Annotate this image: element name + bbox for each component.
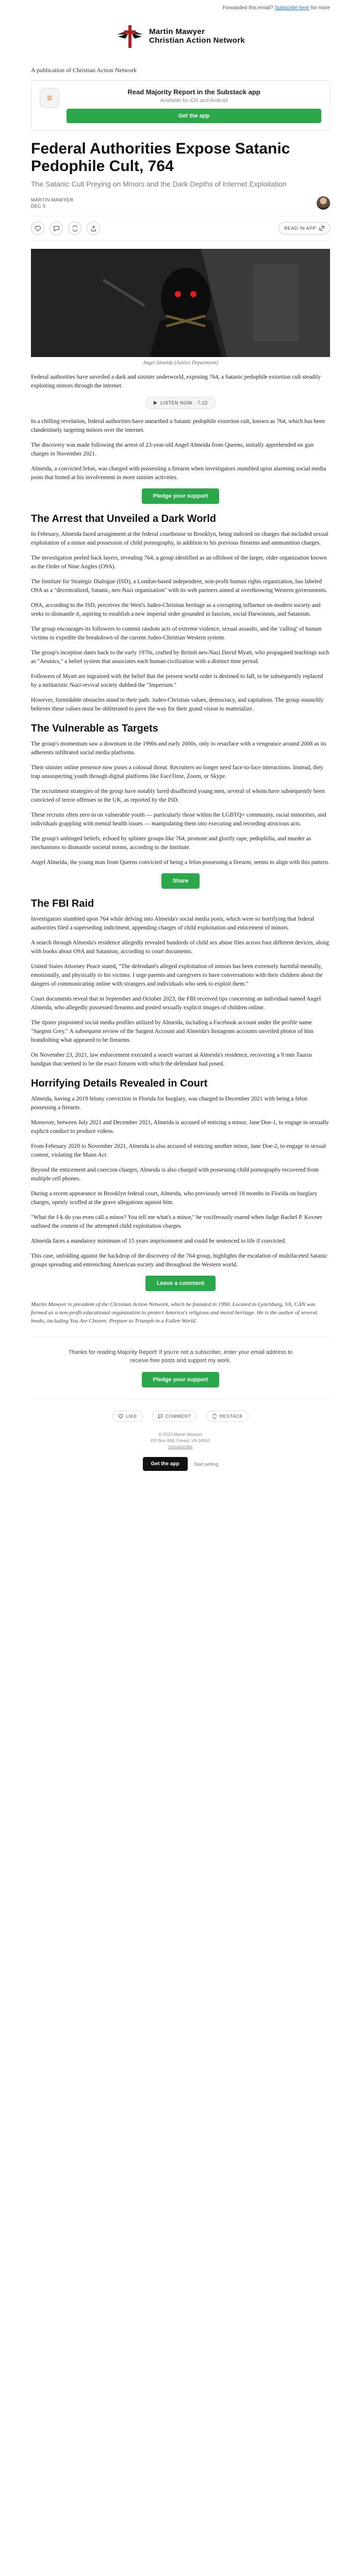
footer-like-button[interactable] <box>112 1411 143 1422</box>
heart-icon <box>118 1414 123 1419</box>
postal-address: PO Box 606, Forest, VA 24551 <box>151 1438 210 1443</box>
footer-address <box>31 1431 330 1450</box>
byline <box>31 196 330 210</box>
restack-icon <box>212 1414 217 1419</box>
body-paragraph: The discovery was made following the arrest of 23-year-old Angel Almeida from Queens, initially apprehended on gun charges in November 2021. <box>31 442 314 457</box>
body-paragraph: This case, unfolding against the backdrop of the discovery of the 764 group, highlights the escalation of multifaceted Satanic groups spreading and entrenching American society and throughout the Western world. <box>31 1253 327 1268</box>
body-paragraph: Almeida, having a 2019 felony conviction in Florida for burglary, was charged in December 2021 with being a felon possessing a firearm. <box>31 1096 307 1111</box>
body-paragraph: The recruitment strategies of the group have notably lured disaffected young men, several of whom have subsequently been convicted of terror offenses in the UK, as reported by the ISD. <box>31 788 325 803</box>
body-paragraph: The group's momentum saw a downturn in the 1990s and early 2000s, only to resurface with a vengeance around 2008 as its adherents infiltrated social media platforms. <box>31 741 326 756</box>
brand-name-line2: Christian Action Network <box>149 36 245 45</box>
hero-photo[interactable] <box>31 249 330 357</box>
forward-notice <box>31 0 330 14</box>
like-button[interactable] <box>31 222 44 235</box>
body-paragraph: United States Attorney Peace stated, "The defendant's alleged exploitation of minors has been extremely harmful mentally, emotionally, and physically to his victims. I urge parents and caregivers to have conversations with their children about the dangers of communicating online with strangers and individuals who seek to exploit them." <box>31 963 323 987</box>
footer-cta-text: Thanks for reading Majority Report! If you're not a subscriber, enter your email address to receive free posts and support my work. <box>68 1349 293 1364</box>
body-paragraph: O9A, according to the ISD, perceives the West's Judeo-Christian heritage as a corrupting influence on modern society and seeks to dismantle it, aspiring to establish a new imperial order grounded in fascism, social Darwinism, and Satanism. <box>31 602 321 617</box>
app-promo-card <box>31 80 330 131</box>
article-subtitle: The Satanic Cult Preying on Minors and the Dark Depths of Internet Exploitation <box>31 180 287 188</box>
share-button[interactable] <box>87 222 100 235</box>
body-paragraph: However, formidable obstacles stand in their path: Judeo-Christian values, democracy, and capitalism. The group staunchly believes these values must be obliterated to pave the way for their grand vision to materialize. <box>31 697 324 712</box>
author-bio: Martin Mawyer is president of the Christian Action Network, which he founded in 1990. Located in Lynchburg, VA, CAN was formed as a non-profit educational organization to protect America's religious and moral heritage. He is the author of several books, including You Are Chosen: Prepare to Triumph in a Fallen World. <box>31 1301 318 1324</box>
footer-like-label: LIKE <box>126 1414 137 1419</box>
listen-label: LISTEN NOW · 7:22 <box>160 400 208 405</box>
body-paragraph: In February, Almeida faced arraignment at the federal courthouse in Brooklyn, being indicted on charges that included sexual exploitation of a minor and possession of child pornography, in addition to his previous firearms and ammunition charges. <box>31 531 329 546</box>
publication-line: A publication of Christian Action Network <box>31 66 137 74</box>
share-icon <box>90 225 97 232</box>
body-paragraph: A search through Almeida's residence allegedly revealed hundreds of child sex abuse files across four different devices, along with books about O9A and Satanism, according to court documents. <box>31 940 329 955</box>
photo-caption: Angel Almeida (Justice Department) <box>142 360 219 366</box>
body-paragraph: "What the f-k do you even call a minor? You tell me what's a minor," he vociferously roared when Judge Rachel P. Kovner outlined the content of the attempted child exploitation charges. <box>31 1214 322 1229</box>
app-promo-subtitle: Available for iOS and Android <box>160 98 228 104</box>
play-icon <box>153 401 157 405</box>
comment-icon <box>158 1414 163 1419</box>
body-paragraph: Almeida faces a mandatory minimum of 15 years imprisonment and could be sentenced to life if convicted. <box>31 1238 286 1244</box>
section-heading-fbi: The FBI Raid <box>31 898 94 909</box>
section-heading-vulnerable: The Vulnerable as Targets <box>31 723 158 734</box>
app-promo-title: Read Majority Report in the Substack app <box>127 88 260 96</box>
brand-name-line1: Martin Mawyer <box>149 27 205 36</box>
read-in-app-label: READ IN APP <box>284 226 316 231</box>
body-paragraph: During a recent appearance in Brooklyn federal court, Almeida, who previously served 18 months in Florida on burglary charges, openly scoffed at the grave allegations against him. <box>31 1191 318 1206</box>
read-in-app-button[interactable] <box>278 222 330 234</box>
post-date: DEC 5 <box>31 204 46 209</box>
comment-button[interactable] <box>50 222 63 235</box>
body-paragraph: Angel Almeida, the young man from Queens convicted of being a felon possessing a firearm, seems to align with this pattern. <box>31 859 330 866</box>
body-paragraph: From February 2020 to November 2021, Almeida is also accused of enticing another minor, Jane Doe-2, to engage in sexual content, violating the Mann Act. <box>31 1143 326 1158</box>
listen-section <box>31 397 330 409</box>
author-name[interactable]: MARTIN MAWYER <box>31 197 74 202</box>
post-actions-bar <box>31 216 330 241</box>
footer-comment-label: COMMENT <box>165 1414 191 1419</box>
winged-cross-icon <box>116 22 144 50</box>
body-paragraph: Followers of Myatt are ingrained with the belief that the present world order is destined to fall, to be subsequently replaced by a militaristic Nazi-revival society dubbed the "Imperium." <box>31 673 323 688</box>
footer-divider <box>31 1336 330 1337</box>
restack-icon <box>72 225 78 232</box>
footer-get-app-button[interactable]: Get the app <box>143 1457 188 1471</box>
body-paragraph: Moreover, between July 2021 and December 2021, Almeida is accused of enticing a minor, Jane Doe-1, to engage in sexually explicit conduct to produce videos. <box>31 1120 330 1134</box>
footer-bottom-row <box>31 1457 330 1471</box>
body-paragraph: Federal authorities have unveiled a dark and sinister underworld, exposing 764, a Satanic pedophile extortion cult steadily exploiting minors through the internet. <box>31 374 321 389</box>
body-paragraph: The investigation peeled back layers, revealing 764, a group identified as an offshoot of the larger, older organization known as the Order of Nine Angles (O9A). <box>31 555 327 570</box>
body-paragraph: These recruits often zero in on vulnerable youth — particularly those within the LGBTQ+ community, racial minorities, and individuals grappling with mental health issues — manipulating them into executing and recording atrocious acts. <box>31 812 326 827</box>
subscribe-link[interactable]: Subscribe here <box>274 5 309 11</box>
forward-suffix: for more <box>310 5 330 11</box>
restack-button[interactable] <box>68 222 81 235</box>
section-heading-court: Horrifying Details Revealed in Court <box>31 1078 208 1089</box>
brand-logo[interactable] <box>31 18 330 54</box>
footer-restack-label: RESTACK <box>219 1414 243 1419</box>
masked-figure-photo <box>31 249 330 357</box>
pledge-button[interactable]: Pledge your support <box>142 488 220 504</box>
body-paragraph: The Institute for Strategic Dialogue (ISD), a London-based independent, non-profit human rights organization, has labeled O9A as a "decentralized, Satanic, neo-Nazi organization" with its web partners aimed at overthrowing Western governments. <box>31 579 327 594</box>
body-paragraph: Court documents reveal that in September and October 2023, the FBI received tips concerning an individual named Angel Almeida, who allegedly possessed firearms and posted sexually explicit images of children online. <box>31 996 321 1011</box>
body-paragraph: The group's inception dates back to the early 1970s, crafted by British neo-Nazi David Myatt, who propagated teachings such as "Aeonics," a belief system that associates each human civilization with a distinct time period. <box>31 650 330 665</box>
body-paragraph: Beyond the enticement and coercion charges, Almeida is also charged with possessing child pornography recovered from multiple cell phones. <box>31 1167 319 1182</box>
start-writing-link[interactable]: Start writing <box>193 1461 219 1467</box>
body-paragraph: The group encourages its followers to commit random acts of extreme violence, sexual assaults, and the 'culling' of human victims to expedite the breakdown of the current Judeo-Christian Western system. <box>31 626 322 641</box>
comment-icon <box>53 225 60 232</box>
body-paragraph: Almeida, a convicted felon, was charged with possessing a firearm when investigators stumbled upon alarming social media posts that hinted at his involvement in more sinister activities. <box>31 466 326 481</box>
leave-comment-button[interactable]: Leave a comment <box>145 1276 216 1291</box>
copyright-line: © 2023 Martin Mawyer <box>158 1432 203 1437</box>
footer-actions <box>31 1411 330 1422</box>
footer-pledge-button[interactable]: Pledge your support <box>142 1372 220 1387</box>
get-app-button[interactable]: Get the app <box>67 109 321 123</box>
body-paragraph: Investigators stumbled upon 764 while delving into Almeida's social media posts, which were so horrifying that federal authorities filed a superseding indictment, appending charges of child exploitation and enticement of minors. <box>31 916 315 931</box>
body-paragraph: The tipster pinpointed social media profiles utilized by Almeida, including a Facebook account under the profile name "Sargent Grey." A subsequent review of the Sargent Account and Almeida's Instagram accounts unveiled photos of him brandishing what appeared to be firearms. <box>31 1020 314 1043</box>
external-link-icon <box>319 226 324 231</box>
unsubscribe-link[interactable]: Unsubscribe <box>168 1444 193 1449</box>
forward-text: Forwarded this email? <box>222 5 273 11</box>
footer-comment-button[interactable] <box>152 1411 197 1422</box>
substack-app-icon: ≡ <box>40 88 59 108</box>
body-paragraph: Their sinister online presence now poses a colossal threat. Recruiters no longer need face-to-face interactions. Instead, they trap unsuspecting youth through digital platforms like FaceTime, Zoom, or Skype. <box>31 765 323 779</box>
heart-icon <box>35 225 41 232</box>
section-heading-arrest: The Arrest that Unveiled a Dark World <box>31 513 216 524</box>
footer-restack-button[interactable] <box>206 1411 249 1422</box>
body-paragraph: The group's unhinged beliefs, echoed by splinter groups like 764, promote and glorify rape, pedophilia, and murder as mechanisms to dismantle societal norms, according to the Institute. <box>31 836 311 851</box>
author-avatar[interactable] <box>317 196 330 210</box>
body-paragraph: In a chilling revelation, federal authorities have unearthed a Satanic pedophile extortion cult, known as 764, which has been clandestinely targeting minors over the internet. <box>31 418 325 433</box>
article-title[interactable]: Federal Authorities Expose Satanic Pedophile Cult, 764 <box>31 140 290 175</box>
body-paragraph: On November 23, 2021, law enforcement executed a search warrant at Almeida's residence, recovering a 9 mm Taurus handgun that seemed to be the exact firearm with which the defendant had posed. <box>31 1052 313 1067</box>
listen-button[interactable] <box>145 397 216 409</box>
share-post-button[interactable]: Share <box>161 873 200 889</box>
